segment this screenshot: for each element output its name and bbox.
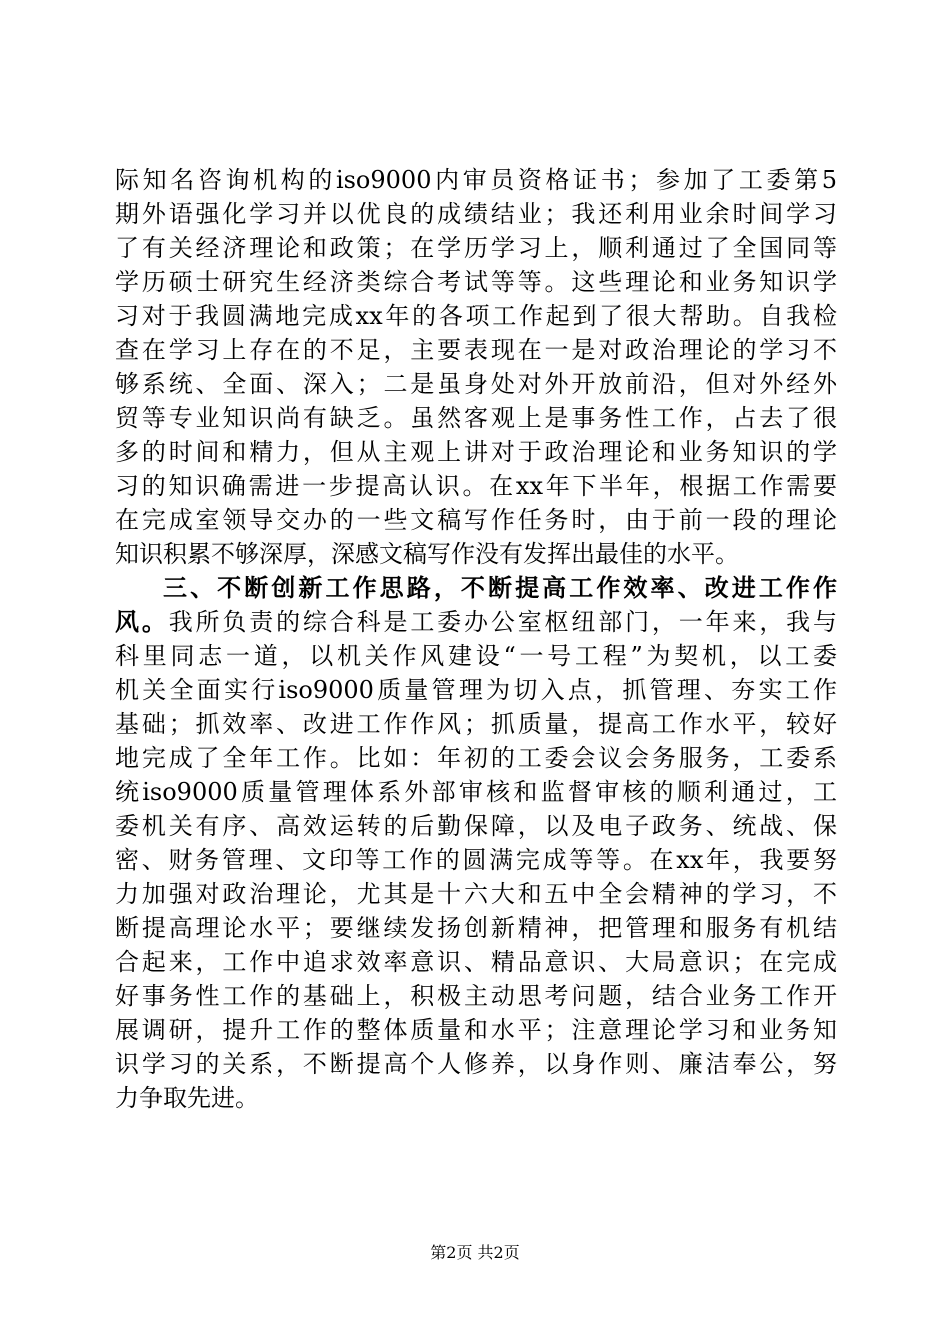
text-line: 力争取先进。 [115,1084,259,1112]
text-line: 期外语强化学习并以优良的成绩结业；我还利用业余时间学习 [115,200,837,228]
text-line: 科里同志一道，以机关作风建设“一号工程”为契机，以工委 [115,642,837,670]
text-line: 在完成室领导交办的一些文稿写作任务时，由于前一段的理论 [115,506,837,534]
text-line: 知识积累不够深厚，深感文稿写作没有发挥出最佳的水平。 [115,540,739,568]
text-line: 贸等专业知识尚有缺乏。虽然客观上是事务性工作，占去了很 [115,404,837,432]
text-line: 学历硕士研究生经济类综合考试等等。这些理论和业务知识学 [115,268,837,296]
text-line: 力加强对政治理论，尤其是十六大和五中全会精神的学习，不 [115,880,837,908]
text-line: 委机关有序、高效运转的后勤保障，以及电子政务、统战、保 [115,812,837,840]
text-line: 际知名咨询机构的iso9000内审员资格证书；参加了工委第5 [115,166,837,194]
page-footer [0,1243,950,1263]
text-line: 识学习的关系，不断提高个人修养，以身作则、廉洁奉公，努 [115,1050,837,1078]
text-line-mixed [115,605,837,639]
page-number: 第2页 共2页 [430,1243,520,1262]
text-line: 展调研，提升工作的整体质量和水平；注意理论学习和业务知 [115,1016,837,1044]
text-line: 统iso9000质量管理体系外部审核和监督审核的顺利通过，工 [115,778,837,806]
text-line: 密、财务管理、文印等工作的圆满完成等等。在xx年，我要努 [115,846,837,874]
section-heading: 三、不断创新工作思路，不断提高工作效率、改进工作作 [163,574,837,602]
text-line: 地完成了全年工作。比如：年初的工委会议会务服务，工委系 [115,744,837,772]
section-heading-end: 风。 [115,608,169,636]
text-line: 够系统、全面、深入；二是虽身处对外开放前沿，但对外经外 [115,370,837,398]
text-fragment: 我所负责的综合科是工委办公室枢纽部门，一年来，我与 [168,608,838,636]
text-line: 基础；抓效率、改进工作作风；抓质量，提高工作水平，较好 [115,710,837,738]
text-line: 多的时间和精力，但从主观上讲对于政治理论和业务知识的学 [115,438,837,466]
text-line: 断提高理论水平；要继续发扬创新精神，把管理和服务有机结 [115,914,837,942]
text-line: 机关全面实行iso9000质量管理为切入点，抓管理、夯实工作 [115,676,837,704]
text-line: 习的知识确需进一步提高认识。在xx年下半年，根据工作需要 [115,472,837,500]
text-line: 好事务性工作的基础上，积极主动思考问题，结合业务工作开 [115,982,837,1010]
text-line: 了有关经济理论和政策；在学历学习上，顺利通过了全国同等 [115,234,837,262]
text-line: 习对于我圆满地完成xx年的各项工作起到了很大帮助。自我检 [115,302,837,330]
text-line: 查在学习上存在的不足，主要表现在一是对政治理论的学习不 [115,336,837,364]
text-line: 合起来，工作中追求效率意识、精品意识、大局意识；在完成 [115,948,837,976]
body-text [115,163,837,1115]
